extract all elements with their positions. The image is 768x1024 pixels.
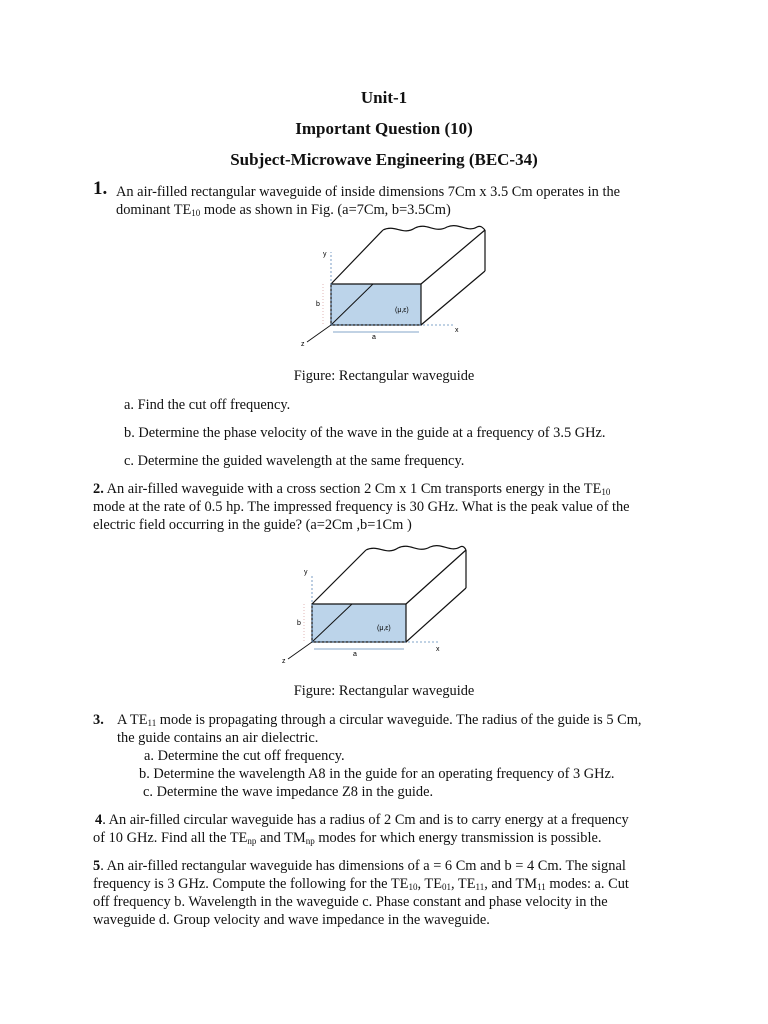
q1-number: 1. (93, 178, 108, 199)
z-axis-label: z (301, 341, 305, 348)
q1-part-c: c. Determine the guided wavelength at the same frequency. (124, 453, 465, 469)
b-dimension-label: b (316, 301, 320, 308)
q5-line2: frequency is 3 GHz. Compute the following for the $TE_{10}$, $TE_{01}$, $TE_{11}$, and $TM_{11}$ modes: a. Cut (93, 876, 629, 892)
unit-title: Unit-1 (360, 88, 408, 107)
x-axis-label: x (455, 327, 459, 334)
a-dimension-label: a (372, 334, 376, 341)
q3-line1: A $TE_{11}$ mode is propagating through a circular waveguide. The radius of the guide is 5 Cm, (117, 712, 642, 728)
q4-line1: 4. An air-filled circular waveguide has a radius of 2 Cm and is to carry energy at a frequency (95, 812, 629, 828)
z-axis-label-2: z (282, 658, 286, 665)
rectangular-waveguide-figure-2 (276, 538, 486, 668)
q1-figure-caption: Figure: Rectangular waveguide (293, 368, 475, 384)
q1-part-a: a. Find the cut off frequency. (124, 397, 291, 413)
important-question-title: Important Question (10) (295, 119, 473, 138)
q3-line2: the guide contains an air dielectric. (117, 730, 319, 746)
y-axis-label-2: y (304, 569, 308, 576)
q5-line3: off frequency b. Wavelength in the waveguide c. Phase constant and phase velocity in the (93, 894, 608, 910)
a-dimension-label-2: a (353, 651, 357, 658)
q2-line1: 2. An air-filled waveguide with a cross section 2 Cm x 1 Cm transports energy in the $TE_{10}$ (93, 481, 611, 497)
q1-line1: An air-filled rectangular waveguide of inside dimensions 7Cm x 3.5 Cm operates in the (116, 184, 621, 200)
q4-line2: of 10 GHz. Find all the $TE_{np}$ and $TM_{np}$ modes for which energy transmission is possible. (93, 830, 602, 846)
medium-label: (μ,ε) (395, 307, 409, 314)
q5-line1: 5. An air-filled rectangular waveguide has dimensions of a = 6 Cm and b = 4 Cm. The signal (93, 858, 626, 874)
rectangular-waveguide-figure-1 (295, 222, 505, 352)
q2-figure-caption: Figure: Rectangular waveguide (293, 683, 475, 699)
q3-part-b: b. Determine the wavelength A8 in the guide for an operating frequency of 3 GHz. (139, 766, 615, 782)
q3-part-a: a. Determine the cut off frequency. (144, 748, 345, 764)
q1-part-b: b. Determine the phase velocity of the wave in the guide at a frequency of 3.5 GHz. (124, 425, 606, 441)
x-axis-label-2: x (436, 646, 440, 653)
q2-line2: mode at the rate of 0.5 hp. The impressed frequency is 30 GHz. What is the peak value of the (93, 499, 630, 515)
q2-line3: electric field occurring in the guide? (a=2Cm ,b=1Cm ) (93, 517, 412, 533)
q5-line4: waveguide d. Group velocity and wave impedance in the waveguide. (93, 912, 490, 928)
subject-title: Subject-Microwave Engineering (BEC-34) (230, 150, 538, 169)
q3-number: 3. (93, 712, 104, 728)
q1-line2: dominant $TE_{10}$ mode as shown in Fig. (a=7Cm, b=3.5Cm) (116, 202, 451, 218)
medium-label-2: (μ,ε) (377, 625, 391, 632)
q3-part-c: c. Determine the wave impedance Z8 in the guide. (143, 784, 434, 800)
y-axis-label: y (323, 251, 327, 258)
b-dimension-label-2: b (297, 620, 301, 627)
